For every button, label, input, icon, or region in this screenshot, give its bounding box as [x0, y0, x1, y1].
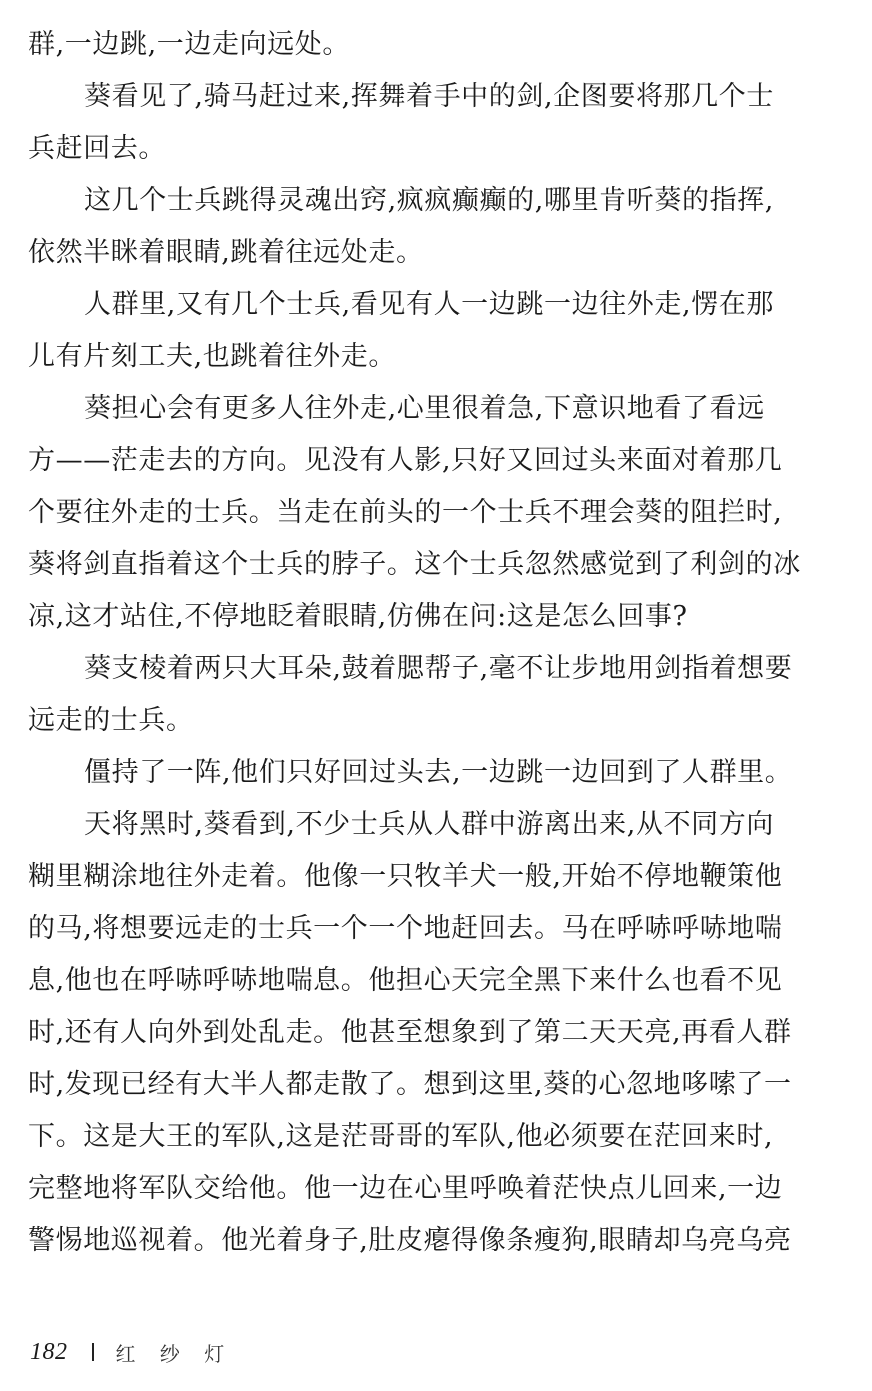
text-line: 葵担心会有更多人往外走,心里很着急,下意识地看了看远: [84, 393, 765, 424]
text-line: 个要往外走的士兵。当走在前头的一个士兵不理会葵的阻拦时,: [28, 497, 783, 528]
text-line: 僵持了一阵,他们只好回过头去,一边跳一边回到了人群里。: [84, 757, 793, 788]
text-line: 警惕地巡视着。他光着身子,肚皮瘪得像条瘦狗,眼睛却乌亮乌亮: [28, 1225, 792, 1256]
text-line: 下。这是大王的军队,这是茫哥哥的军队,他必须要在茫回来时,: [28, 1121, 774, 1152]
text-line: 时,发现已经有大半人都走散了。想到这里,葵的心忽地哆嗦了一: [28, 1069, 792, 1100]
text-line: 凉,这才站住,不停地眨着眼睛,仿佛在问:这是怎么回事?: [28, 601, 688, 632]
text-line: 糊里糊涂地往外走着。他像一只牧羊犬一般,开始不停地鞭策他: [28, 861, 783, 892]
page-body-text: [28, 19, 848, 1267]
text-line: 兵赶回去。: [28, 133, 166, 164]
text-line: 时,还有人向外到处乱走。他甚至想象到了第二天天亮,再看人群: [28, 1017, 792, 1048]
page-number: 182: [30, 1338, 68, 1365]
text-line: 葵将剑直指着这个士兵的脖子。这个士兵忽然感觉到了利剑的冰: [28, 549, 801, 580]
page-footer: [30, 1334, 233, 1370]
text-line: 息,他也在呼哧呼哧地喘息。他担心天完全黑下来什么也看不见: [28, 965, 783, 996]
text-line: 葵支棱着两只大耳朵,鼓着腮帮子,毫不让步地用剑指着想要: [84, 653, 793, 684]
book-title: 红 纱 灯: [115, 1341, 234, 1366]
text-line: 依然半眯着眼睛,跳着往远处走。: [28, 237, 424, 268]
text-line: 人群里,又有几个士兵,看见有人一边跳一边往外走,愣在那: [84, 289, 774, 320]
text-line: 儿有片刻工夫,也跳着往外走。: [28, 341, 396, 372]
text-line: 天将黑时,葵看到,不少士兵从人群中游离出来,从不同方向: [84, 809, 774, 840]
text-line: 的马,将想要远走的士兵一个一个地赶回去。马在呼哧呼哧地喘: [28, 913, 783, 944]
text-line: 这几个士兵跳得灵魂出窍,疯疯癫癫的,哪里肯听葵的指挥,: [84, 185, 774, 216]
text-line: 群,一边跳,一边走向远处。: [28, 29, 350, 60]
footer-divider: [92, 1343, 94, 1361]
text-line: 完整地将军队交给他。他一边在心里呼唤着茫快点儿回来,一边: [28, 1173, 783, 1204]
text-line: 远走的士兵。: [28, 705, 194, 736]
text-line: 葵看见了,骑马赶过来,挥舞着手中的剑,企图要将那几个士: [84, 81, 774, 112]
text-line: 方——茫走去的方向。见没有人影,只好又回过头来面对着那几: [28, 445, 783, 476]
